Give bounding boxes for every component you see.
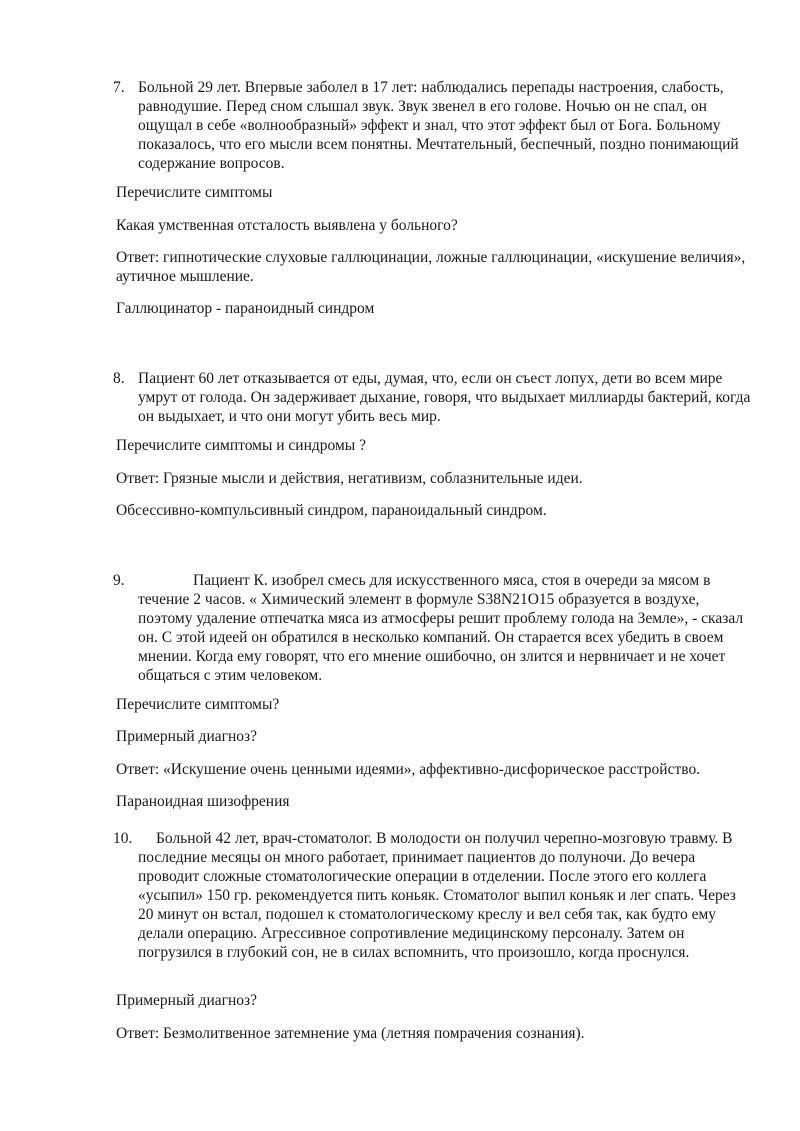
answer: Ответ: Безмолитвенное затемнение ума (летняя помрачения сознания). — [116, 1025, 585, 1042]
case-number: 10. — [113, 830, 133, 847]
diagnosis: Обсессивно-компульсивный синдром, параноидальный синдром. — [116, 502, 547, 519]
answer: Ответ: «Искушение очень ценными идеями», аффективно-дисфорическое расстройство. — [116, 761, 701, 778]
case-8 — [113, 369, 753, 426]
case-text: Больной 42 лет, врач-стоматолог. В молодости он получил черепно-мозговую травму. В последние месяцы он много работает, принимает пациентов до полуночи. До вечера проводит сложные стоматологические операции в отделении. После этого его коллега «усыпил» 150 гр. рекомендуется пить коньяк. Стоматолог выпил коньяк и лег спать. Через 20 минут он встал, подошел к стоматологическому креслу и вел себя так, как будто ему делали операцию. Агрессивное сопротивление медицинскому персоналу. Затем он погрузился в глубокий сон, не в силах вспомнить, что произошло, когда проснулся. — [138, 830, 736, 961]
case-text: Пациент 60 лет отказывается от еды, думая, что, если он съест лопух, дети во всем мире умрут от голода. Он задерживает дыхание, говоря, что выдыхает миллиарды бактерий, когда он выдыхает, и что они могут убить весь мир. — [138, 370, 751, 425]
answer: Ответ: гипнотические слуховые галлюцинации, ложные галлюцинации, «искушение величия», аутичное мышление. — [116, 249, 746, 285]
question: Примерный диагноз? — [116, 992, 258, 1009]
question: Какая умственная отсталость выявлена у больного? — [116, 217, 458, 234]
case-number: 9. — [113, 572, 125, 589]
case-text: Пациент К. изобрел смесь для искусственного мяса, стоя в очереди за мясом в течение 2 часов. « Химический элемент в формуле S38N21O15 образуется в воздухе, поэтому удаление отпечатка мяса из атмосферы решит проблему голода на Земле», - сказал он. С этой идеей он обратился в несколько компаний. Он старается всех убедить в своем мнении. Когда ему говорят, что его мнение ошибочно, он злится и нервничает и не хочет общаться с этим человеком. — [138, 572, 744, 684]
diagnosis: Параноидная шизофрения — [116, 793, 290, 810]
case-10 — [113, 829, 753, 962]
question: Примерный диагноз? — [116, 728, 258, 745]
case-number: 8. — [113, 370, 125, 387]
diagnosis: Галлюцинатор - параноидный синдром — [116, 300, 375, 317]
case-text: Больной 29 лет. Впервые заболел в 17 лет: наблюдались перепады настроения, слабость, равнодушие. Перед сном слышал звук. Звук звенел в его голове. Ночью он не спал, он ощущал в себе «волнообразный» эффект и знал, что этот эффект был от Бога. Больному показалось, что его мысли всем понятны. Мечтательный, беспечный, поздно понимающий содержание вопросов. — [138, 79, 739, 172]
question: Перечислите симптомы — [116, 184, 273, 201]
case-number: 7. — [113, 79, 125, 96]
answer: Ответ: Грязные мысли и действия, негативизм, соблазнительные идеи. — [116, 470, 583, 487]
question: Перечислите симптомы и синдромы ? — [116, 437, 366, 454]
question: Перечислите симптомы? — [116, 696, 280, 713]
case-9 — [113, 571, 753, 685]
case-7 — [113, 78, 753, 173]
